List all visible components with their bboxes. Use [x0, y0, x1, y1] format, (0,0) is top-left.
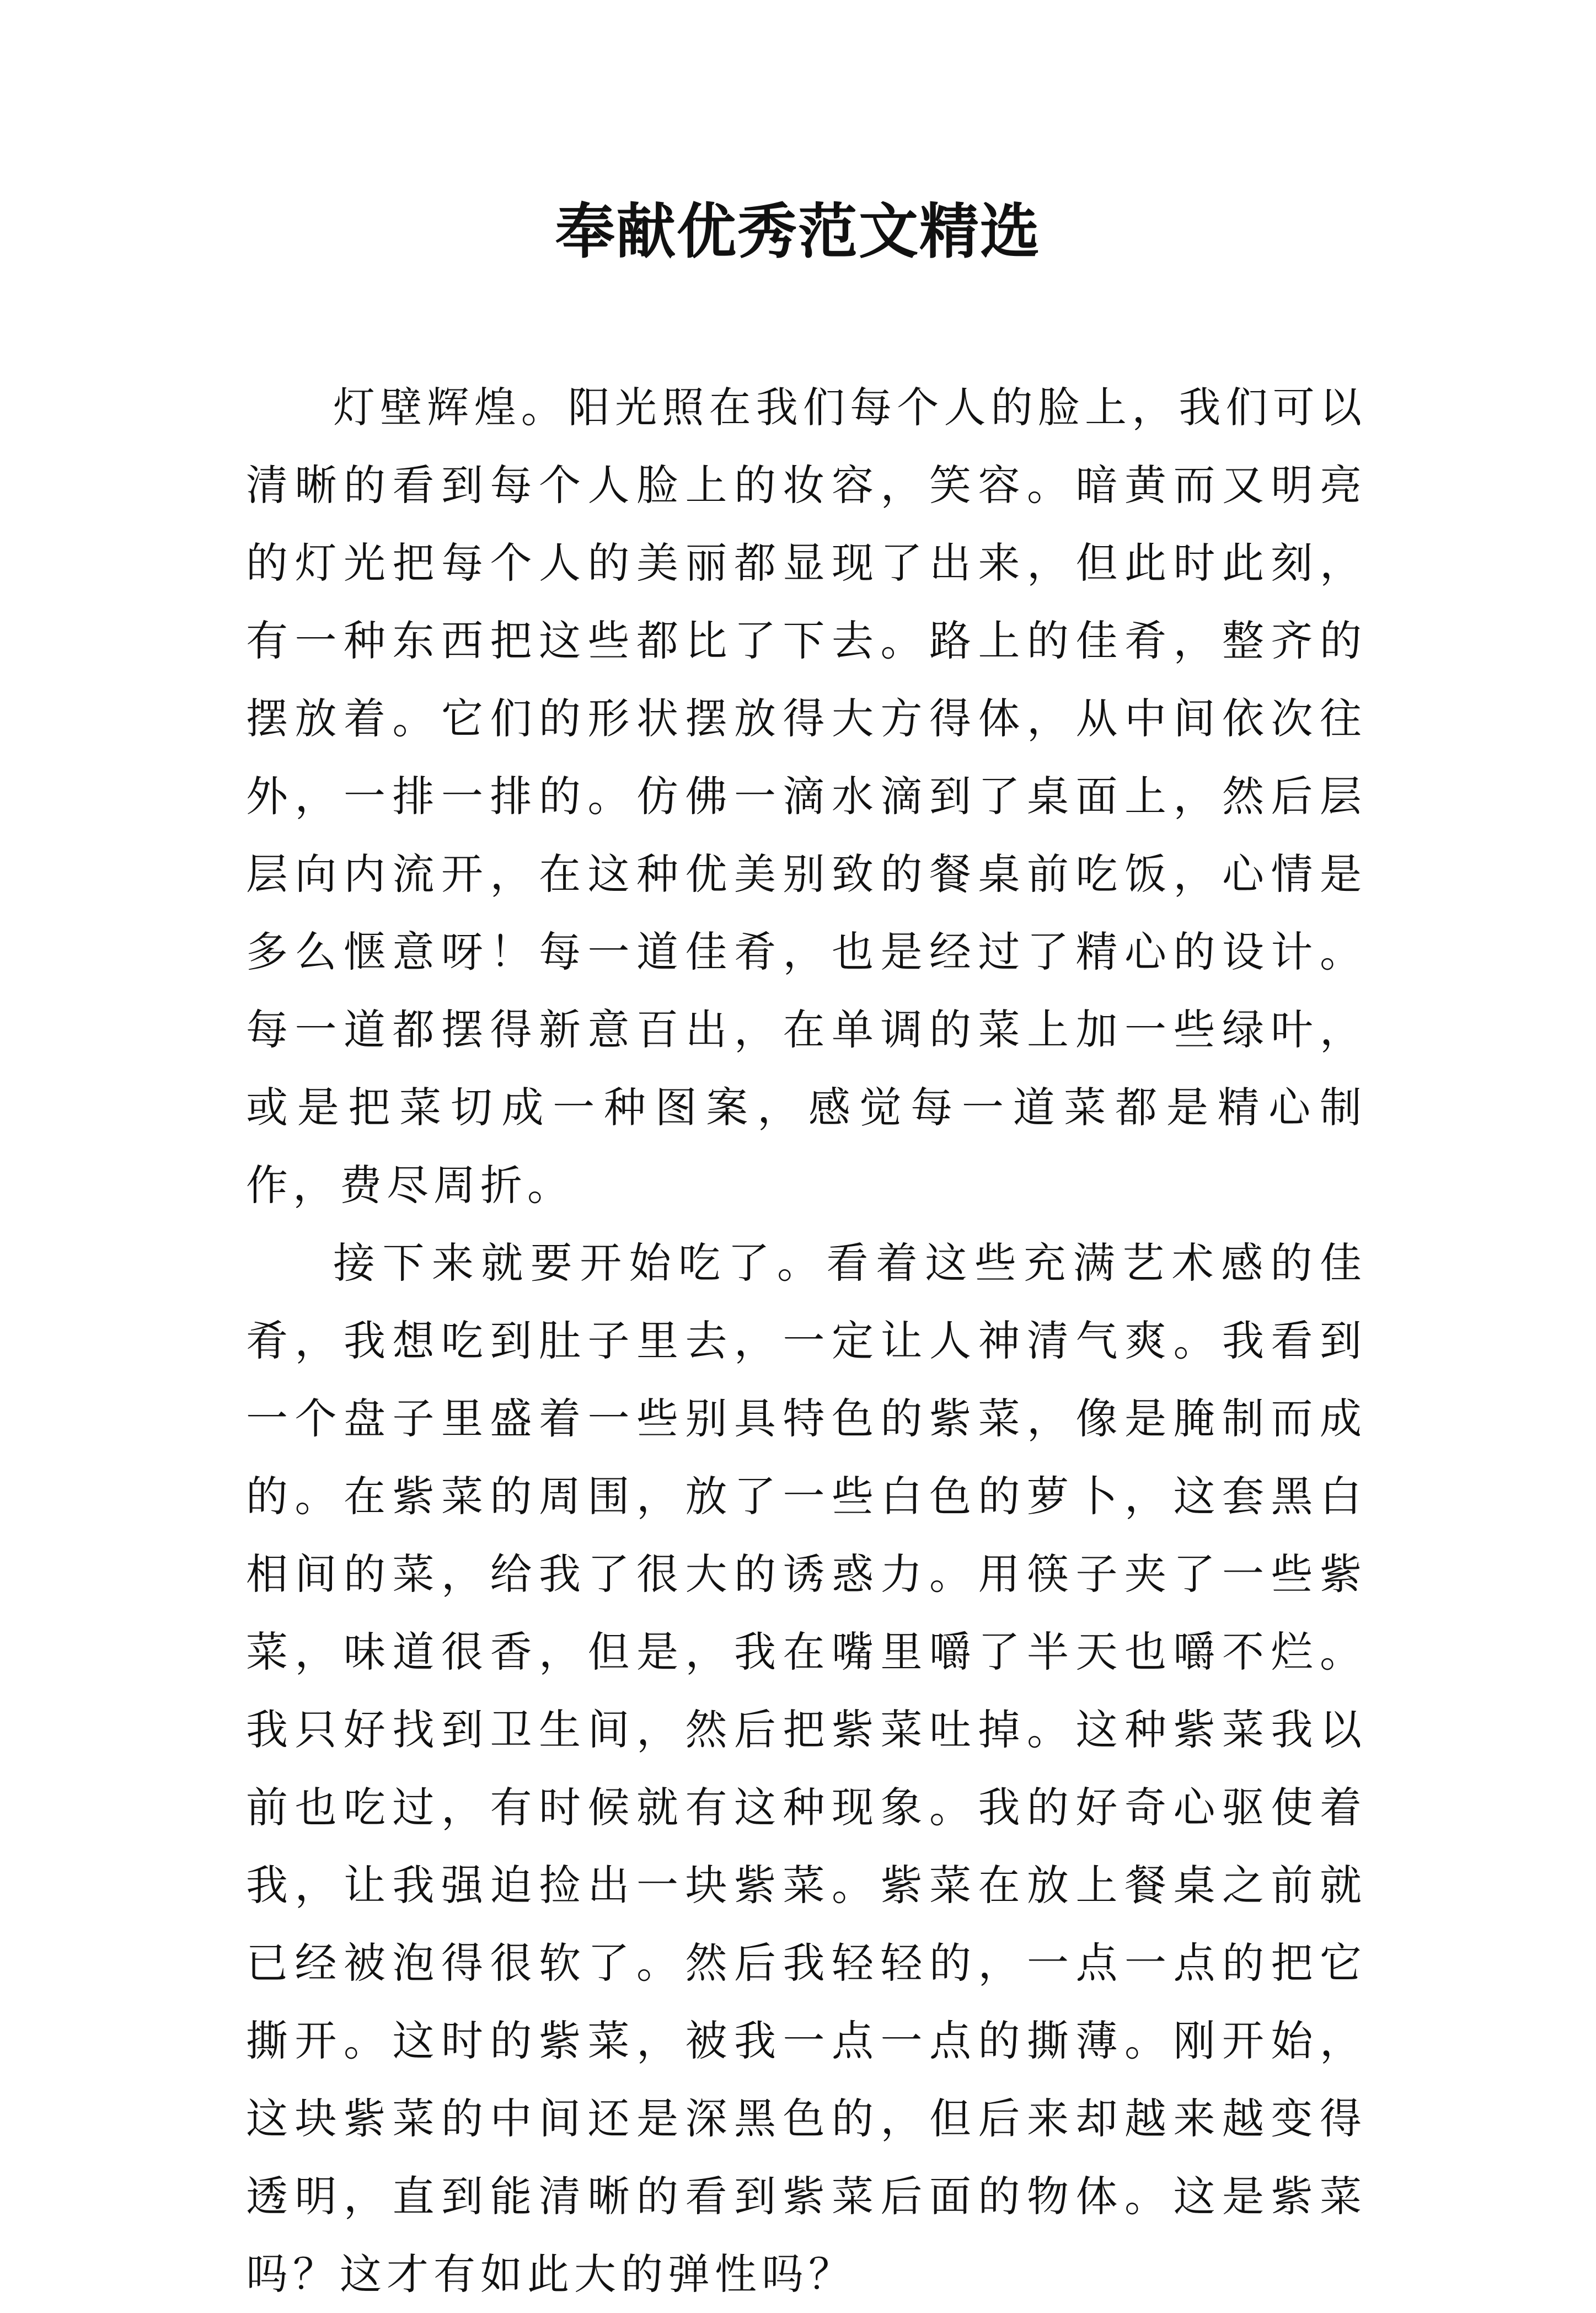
document-title: 奉献优秀范文精选	[555, 197, 1041, 266]
paragraph-2: 接下来就要开始吃了。看着这些充满艺术感的佳肴，我想吃到肚子里去，一定让人神清气爽。我看到一个盘子里盛着一些别具特色的紫菜，像是腌制而成的。在紫菜的周围，放了一些白色的萝卜，这套黑白相间的菜，给我了很大的诱惑力。用筷子夹了一些紫菜，味道很香，但是，我在嘴里嚼了半天也嚼不烂。我只好找到卫生间，然后把紫菜吐掉。这种紫菜我以前也吃过，有时候就有这种现象。我的好奇心驱使着我，让我强迫捡出一块紫菜。紫菜在放上餐桌之前就已经被泡得很软了。然后我轻轻的，一点一点的把它撕开。这时的紫菜，被我一点一点的撕薄。刚开始，这块紫菜的中间还是深黑色的，但后来却越来越变得透明，直到能清晰的看到紫菜后面的物体。这是紫菜吗？这才有如此大的弹性吗？	[246, 1238, 1367, 2299]
paragraph-1: 灯壁辉煌。阳光照在我们每个人的脸上，我们可以清晰的看到每个人脸上的妆容，笑容。暗黄而又明亮的灯光把每个人的美丽都显现了出来，但此时此刻，有一种东西把这些都比了下去。路上的佳肴，整齐的摆放着。它们的形状摆放得大方得体，从中间依次往外，一排一排的。仿佛一滴水滴到了桌面上，然后层层向内流开，在这种优美别致的餐桌前吃饭，心情是多么惬意呀！每一道佳肴，也是经过了精心的设计。每一道都摆得新意百出，在单调的菜上加一些绿叶，或是把菜切成一种图案，感觉每一道菜都是精心制作，费尽周折。	[246, 383, 1367, 1210]
document-body	[246, 368, 1367, 2313]
